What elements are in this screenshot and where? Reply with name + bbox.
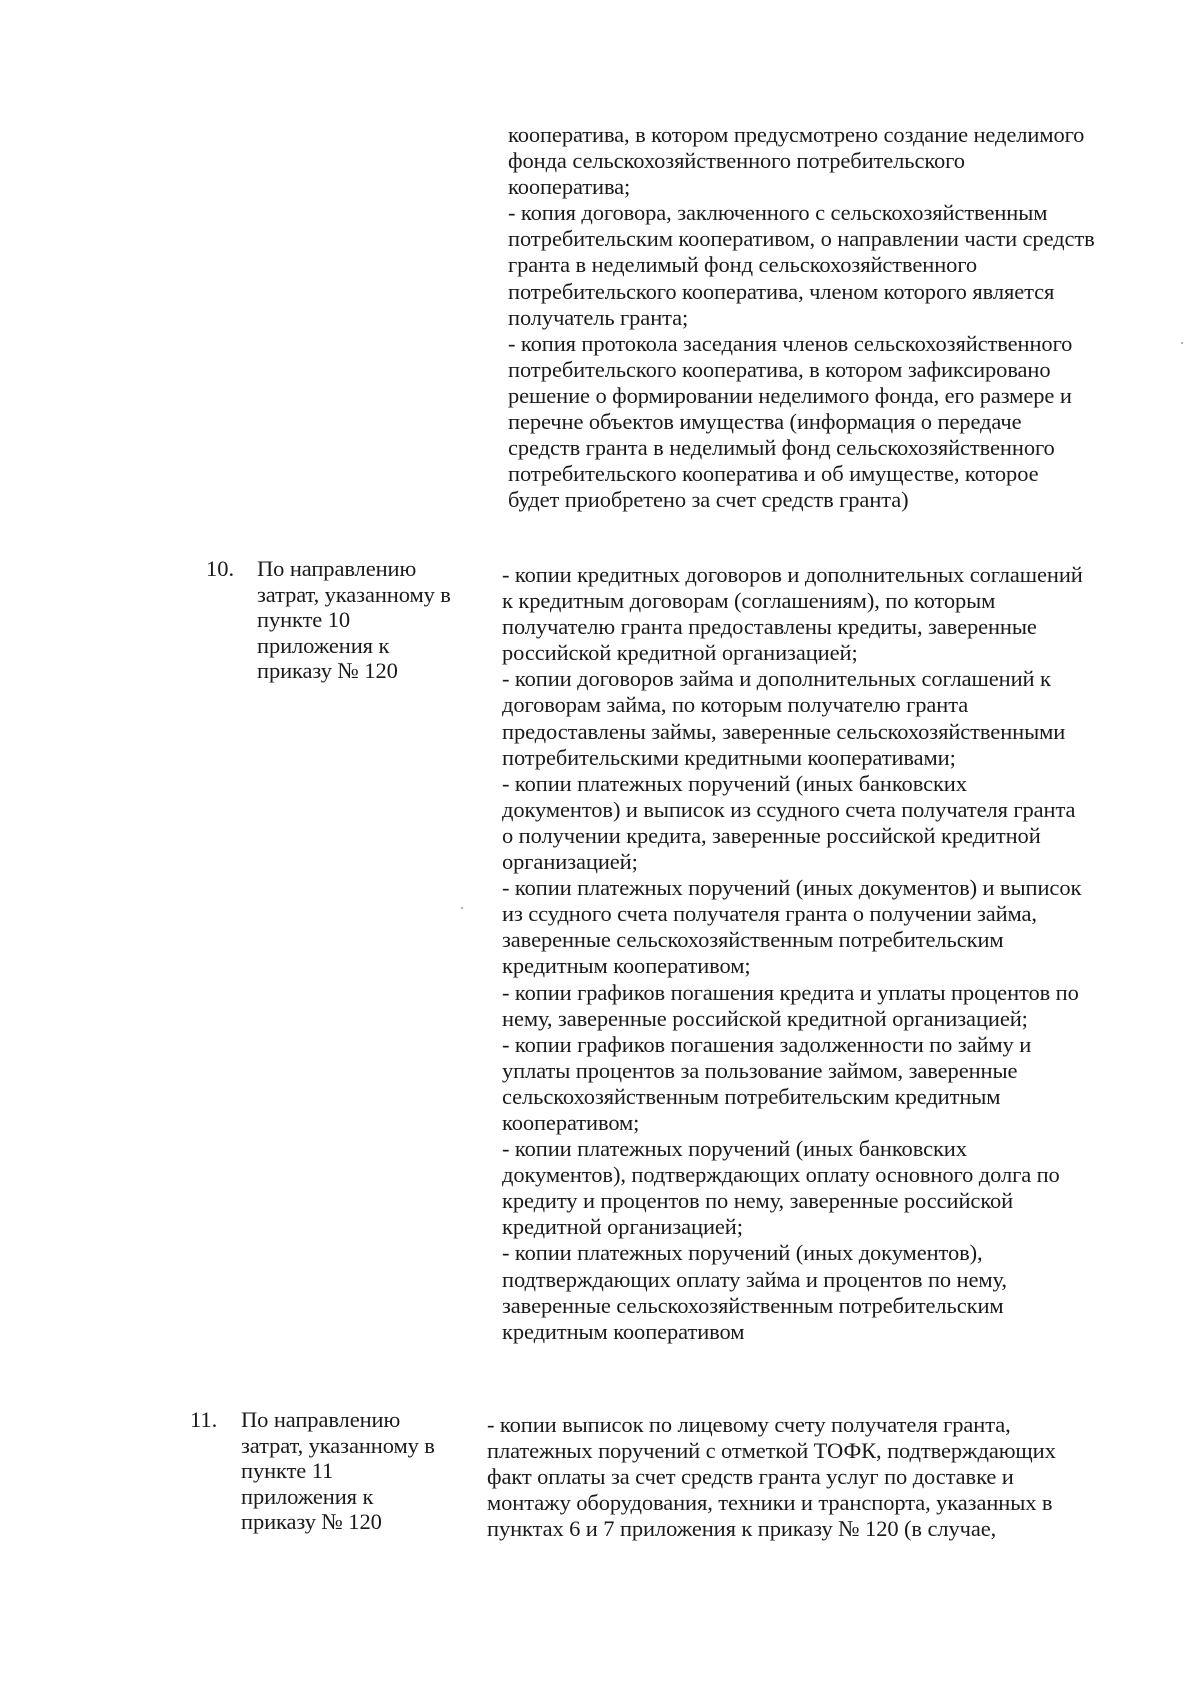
text-line: документов), подтверждающих оплату основного долга по	[502, 1162, 1060, 1188]
text-line: - копия договора, заключенного с сельскохозяйственным	[508, 200, 1048, 226]
text-line: подтверждающих оплату займа и процентов по нему,	[502, 1266, 1007, 1292]
text-line: договорам займа, по которым получателю гранта	[502, 692, 969, 718]
row-number: 11.	[190, 1407, 218, 1432]
text-line: пункте 10	[257, 607, 351, 633]
text-line: пунктах 6 и 7 приложения к приказу № 120 (в случае,	[487, 1516, 997, 1542]
text-line: - копии платежных поручений (иных банковских	[502, 770, 967, 796]
text-line: документов) и выписок из ссудного счета получателя гранта	[502, 796, 1076, 822]
text-line: будет приобретено за счет средств гранта)	[508, 487, 909, 513]
row-11-direction	[241, 1407, 471, 1535]
text-line: - копии графиков погашения задолженности по займу и	[502, 1031, 1032, 1057]
text-line: потребительским кооперативом, о направлении части средств	[508, 226, 1095, 252]
text-line: заверенные сельскохозяйственным потребительским	[502, 1292, 1004, 1318]
scan-speck	[461, 907, 463, 909]
text-line: о получении кредита, заверенные российской кредитной	[502, 822, 1041, 848]
text-line: приложения к	[257, 632, 390, 658]
text-line: - копии графиков погашения кредита и уплаты процентов по	[502, 979, 1079, 1005]
text-line: нему, заверенные российской кредитной организацией;	[502, 1005, 1028, 1031]
text-line: приказу № 120	[257, 658, 398, 684]
scan-speck	[1181, 342, 1183, 344]
text-line: кредитным кооперативом	[502, 1318, 745, 1344]
text-line: - копии платежных поручений (иных документов) и выписок	[502, 875, 1082, 901]
text-line: кредиту и процентов по нему, заверенные российской	[502, 1188, 1014, 1214]
text-line: к кредитным договорам (соглашениям), по которым	[502, 588, 996, 614]
text-line: организацией;	[502, 849, 638, 875]
text-line: - копия протокола заседания членов сельскохозяйственного	[508, 330, 1073, 356]
text-line: затрат, указанному в	[257, 581, 451, 607]
row-11-documents	[487, 1412, 1167, 1542]
text-line: - копии договоров займа и дополнительных соглашений к	[502, 666, 1051, 692]
text-line: По направлению	[257, 556, 417, 581]
text-line: сельскохозяйственным потребительским кредитным	[502, 1083, 1001, 1109]
text-line: приказу № 120	[241, 1509, 382, 1535]
text-line: получателю гранта предоставлены кредиты, заверенные	[502, 614, 1037, 640]
row-10-direction	[257, 556, 487, 684]
text-line: потребительского кооператива, в котором зафиксировано	[508, 356, 1051, 382]
text-line: заверенные сельскохозяйственным потребительским	[502, 927, 1004, 953]
text-line: затрат, указанному в	[241, 1432, 435, 1458]
text-line: - копии кредитных договоров и дополнительных соглашений	[502, 562, 1083, 587]
text-line: получатель гранта;	[508, 304, 689, 330]
text-line: решение о формировании неделимого фонда, его размере и	[508, 382, 1072, 408]
text-line: потребительского кооператива и об имуществе, которое	[508, 461, 1039, 487]
intro-continuation	[508, 122, 1168, 513]
text-line: фонда сельскохозяйственного потребительского	[508, 148, 965, 174]
text-line: кредитной организацией;	[502, 1214, 743, 1240]
text-line: средств гранта в неделимый фонд сельскохозяйственного	[508, 435, 1055, 461]
text-line: кредитным кооперативом;	[502, 953, 751, 979]
text-line: кооператива;	[508, 174, 631, 200]
text-line: уплаты процентов за пользование займом, заверенные	[502, 1057, 1018, 1083]
text-line: - копии платежных поручений (иных документов),	[502, 1240, 983, 1266]
text-line: предоставлены займы, заверенные сельскохозяйственными	[502, 718, 1066, 744]
text-line: - копии платежных поручений (иных банковских	[502, 1136, 967, 1162]
text-line: По направлению	[241, 1407, 401, 1432]
row-10-documents	[502, 562, 1172, 1345]
text-line: монтажу оборудования, техники и транспорта, указанных в	[487, 1490, 1053, 1516]
text-line: перечне объектов имущества (информация о передаче	[508, 409, 1022, 435]
row-number: 10.	[206, 556, 235, 581]
text-line: кооперативом;	[502, 1109, 640, 1135]
text-line: российской кредитной организацией;	[502, 640, 858, 666]
text-line: потребительского кооператива, членом которого является	[508, 278, 1055, 304]
text-line: приложения к	[241, 1483, 374, 1509]
text-line: факт оплаты за счет средств гранта услуг по доставке и	[487, 1464, 1014, 1490]
text-line: кооператива, в котором предусмотрено создание неделимого	[508, 122, 1085, 147]
text-line: пункте 11	[241, 1458, 334, 1484]
text-line: потребительскими кредитными кооперативами;	[502, 744, 956, 770]
text-line: платежных поручений с отметкой ТОФК, подтверждающих	[487, 1438, 1056, 1464]
text-line: - копии выписок по лицевому счету получателя гранта,	[487, 1412, 1011, 1437]
text-line: из ссудного счета получателя гранта о получении займа,	[502, 901, 1037, 927]
text-line: гранта в неделимый фонд сельскохозяйственного	[508, 252, 978, 278]
